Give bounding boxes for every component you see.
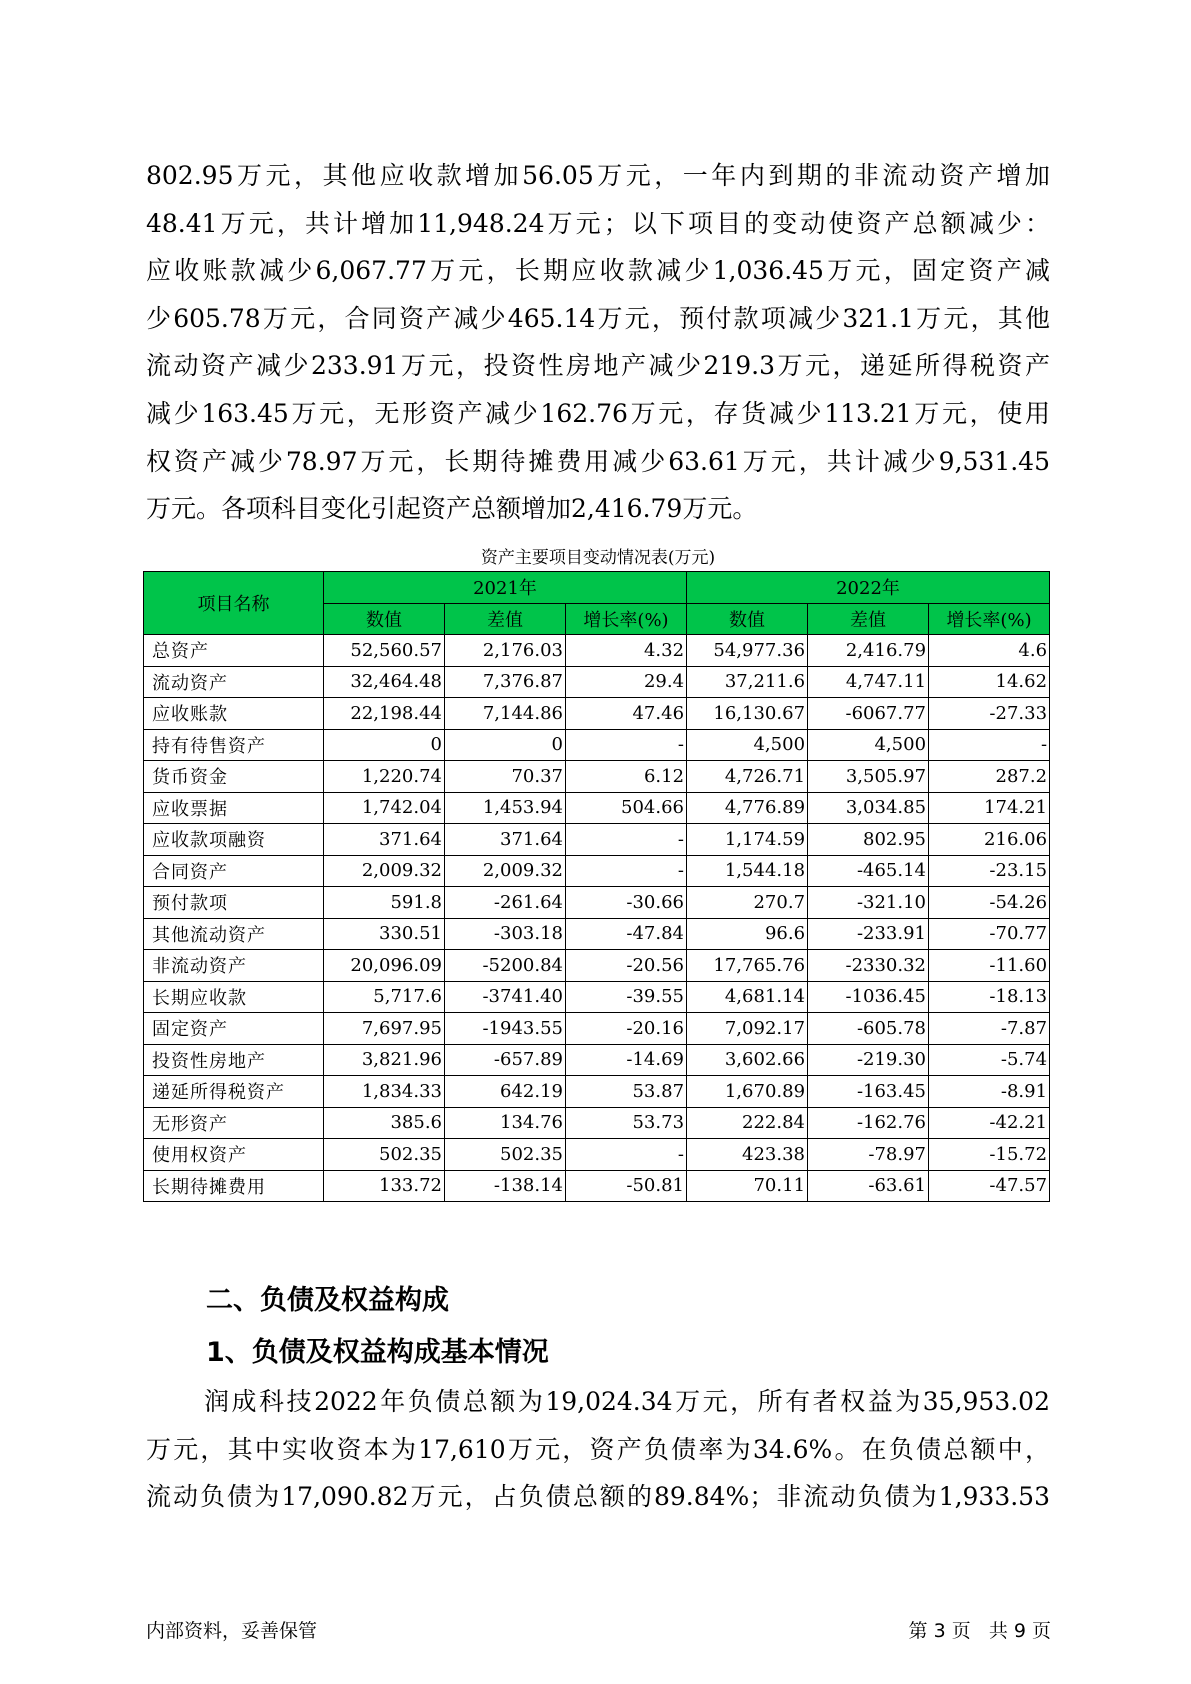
row-value-cell: -15.72 — [929, 1139, 1050, 1171]
row-item-name: 递延所得税资产 — [144, 1076, 324, 1108]
row-value-cell: 3,821.96 — [324, 1044, 445, 1076]
row-item-name: 合同资产 — [144, 855, 324, 887]
row-value-cell: 3,602.66 — [687, 1044, 808, 1076]
row-value-cell: - — [566, 729, 687, 761]
row-value-cell: -138.14 — [445, 1170, 566, 1202]
row-item-name: 预付款项 — [144, 887, 324, 919]
table-row — [144, 887, 1050, 919]
header-growth: 增长率(%) — [929, 603, 1050, 635]
row-value-cell: 4,726.71 — [687, 761, 808, 793]
row-value-cell: 7,144.86 — [445, 698, 566, 730]
row-value-cell: -70.77 — [929, 918, 1050, 950]
table-row — [144, 950, 1050, 982]
row-value-cell: -8.91 — [929, 1076, 1050, 1108]
row-value-cell: 270.7 — [687, 887, 808, 919]
row-value-cell: 14.62 — [929, 666, 1050, 698]
row-value-cell: -50.81 — [566, 1170, 687, 1202]
header-year-2022: 2022年 — [687, 572, 1050, 604]
footer-page-number: 第 3 页 共 9 页 — [908, 1620, 1051, 1642]
row-item-name: 总资产 — [144, 635, 324, 667]
header-item-name: 项目名称 — [144, 572, 324, 635]
header-value: 数值 — [324, 603, 445, 635]
table-row — [144, 1107, 1050, 1139]
row-value-cell: -20.56 — [566, 950, 687, 982]
row-value-cell: 4,500 — [687, 729, 808, 761]
row-value-cell: -47.57 — [929, 1170, 1050, 1202]
row-value-cell: 0 — [324, 729, 445, 761]
row-value-cell: -2330.32 — [808, 950, 929, 982]
row-value-cell: 53.73 — [566, 1107, 687, 1139]
row-item-name: 流动资产 — [144, 666, 324, 698]
row-value-cell: -163.45 — [808, 1076, 929, 1108]
table-row — [144, 761, 1050, 793]
row-value-cell: 4,681.14 — [687, 981, 808, 1013]
row-value-cell: 29.4 — [566, 666, 687, 698]
row-value-cell: 70.37 — [445, 761, 566, 793]
row-value-cell: 134.76 — [445, 1107, 566, 1139]
row-value-cell: 502.35 — [324, 1139, 445, 1171]
row-value-cell: 20,096.09 — [324, 950, 445, 982]
row-value-cell: 502.35 — [445, 1139, 566, 1171]
row-value-cell: 4.32 — [566, 635, 687, 667]
row-value-cell: 5,717.6 — [324, 981, 445, 1013]
table-row — [144, 824, 1050, 856]
row-item-name: 无形资产 — [144, 1107, 324, 1139]
row-item-name: 持有待售资产 — [144, 729, 324, 761]
row-value-cell: -54.26 — [929, 887, 1050, 919]
table-row — [144, 1139, 1050, 1171]
row-value-cell: 1,453.94 — [445, 792, 566, 824]
row-value-cell: 0 — [445, 729, 566, 761]
paragraph-line: 48.41万元，共计增加11,948.24万元；以下项目的变动使资产总额减少： — [146, 208, 1050, 238]
row-value-cell: 4,500 — [808, 729, 929, 761]
row-value-cell: - — [566, 824, 687, 856]
row-value-cell: 7,697.95 — [324, 1013, 445, 1045]
row-value-cell: -657.89 — [445, 1044, 566, 1076]
row-value-cell: -321.10 — [808, 887, 929, 919]
row-value-cell: 32,464.48 — [324, 666, 445, 698]
paragraph-line: 流动负债为17,090.82万元，占负债总额的89.84%；非流动负债为1,933.53 — [146, 1482, 1050, 1512]
header-diff: 差值 — [808, 603, 929, 635]
row-value-cell: 2,009.32 — [324, 855, 445, 887]
row-item-name: 非流动资产 — [144, 950, 324, 982]
row-value-cell: 1,220.74 — [324, 761, 445, 793]
row-item-name: 长期应收款 — [144, 981, 324, 1013]
table-header — [144, 572, 1050, 635]
row-value-cell: 22,198.44 — [324, 698, 445, 730]
row-value-cell: -3741.40 — [445, 981, 566, 1013]
asset-change-table — [143, 571, 1050, 1202]
row-value-cell: -63.61 — [808, 1170, 929, 1202]
row-value-cell: 7,376.87 — [445, 666, 566, 698]
header-growth: 增长率(%) — [566, 603, 687, 635]
row-item-name: 应收票据 — [144, 792, 324, 824]
row-value-cell: 3,034.85 — [808, 792, 929, 824]
row-value-cell: 17,765.76 — [687, 950, 808, 982]
row-item-name: 投资性房地产 — [144, 1044, 324, 1076]
row-value-cell: 52,560.57 — [324, 635, 445, 667]
row-value-cell: 174.21 — [929, 792, 1050, 824]
row-value-cell: -39.55 — [566, 981, 687, 1013]
row-value-cell: -78.97 — [808, 1139, 929, 1171]
table-row — [144, 1013, 1050, 1045]
row-value-cell: -465.14 — [808, 855, 929, 887]
table-row — [144, 1076, 1050, 1108]
row-item-name: 应收账款 — [144, 698, 324, 730]
row-value-cell: -30.66 — [566, 887, 687, 919]
row-value-cell: 16,130.67 — [687, 698, 808, 730]
row-value-cell: 37,211.6 — [687, 666, 808, 698]
row-value-cell: 1,174.59 — [687, 824, 808, 856]
header-year-2021: 2021年 — [324, 572, 687, 604]
paragraph-line: 万元。各项科目变化引起资产总额增加2,416.79万元。 — [146, 494, 758, 524]
row-value-cell: -6067.77 — [808, 698, 929, 730]
row-value-cell: 4.6 — [929, 635, 1050, 667]
row-value-cell: -162.76 — [808, 1107, 929, 1139]
row-value-cell: -11.60 — [929, 950, 1050, 982]
row-value-cell: -219.30 — [808, 1044, 929, 1076]
table-row — [144, 981, 1050, 1013]
row-value-cell: 133.72 — [324, 1170, 445, 1202]
body-paragraph-assets — [146, 152, 1050, 533]
table-row — [144, 1044, 1050, 1076]
row-value-cell: - — [566, 1139, 687, 1171]
row-value-cell: - — [929, 729, 1050, 761]
row-value-cell: 54,977.36 — [687, 635, 808, 667]
paragraph-line: 少605.78万元，合同资产减少465.14万元，预付款项减少321.1万元，其他 — [146, 303, 1050, 333]
table-row — [144, 698, 1050, 730]
row-value-cell: 1,834.33 — [324, 1076, 445, 1108]
row-item-name: 应收款项融资 — [144, 824, 324, 856]
row-value-cell: 1,670.89 — [687, 1076, 808, 1108]
row-value-cell: 4,747.11 — [808, 666, 929, 698]
body-paragraph-liabilities — [146, 1378, 1050, 1521]
row-value-cell: 6.12 — [566, 761, 687, 793]
row-value-cell: -14.69 — [566, 1044, 687, 1076]
paragraph-line: 减少163.45万元，无形资产减少162.76万元，存货减少113.21万元，使用 — [146, 398, 1050, 428]
row-value-cell: 330.51 — [324, 918, 445, 950]
table-body — [144, 635, 1050, 1202]
table-row — [144, 729, 1050, 761]
header-diff: 差值 — [445, 603, 566, 635]
row-value-cell: -1036.45 — [808, 981, 929, 1013]
row-value-cell: 1,742.04 — [324, 792, 445, 824]
row-value-cell: -233.91 — [808, 918, 929, 950]
row-value-cell: 1,544.18 — [687, 855, 808, 887]
row-value-cell: 591.8 — [324, 887, 445, 919]
row-value-cell: -605.78 — [808, 1013, 929, 1045]
paragraph-line: 润成科技2022年负债总额为19,024.34万元，所有者权益为35,953.02 — [204, 1387, 1050, 1416]
row-value-cell: 216.06 — [929, 824, 1050, 856]
row-value-cell: 53.87 — [566, 1076, 687, 1108]
header-value: 数值 — [687, 603, 808, 635]
table-row — [144, 792, 1050, 824]
row-value-cell: 642.19 — [445, 1076, 566, 1108]
table-row — [144, 855, 1050, 887]
row-value-cell: 7,092.17 — [687, 1013, 808, 1045]
row-value-cell: 2,009.32 — [445, 855, 566, 887]
row-value-cell: -23.15 — [929, 855, 1050, 887]
footer-confidential-note: 内部资料，妥善保管 — [146, 1620, 318, 1642]
row-value-cell: -5200.84 — [445, 950, 566, 982]
table-row — [144, 1170, 1050, 1202]
row-value-cell: -20.16 — [566, 1013, 687, 1045]
paragraph-line: 流动资产减少233.91万元，投资性房地产减少219.3万元，递延所得税资产 — [146, 351, 1050, 381]
paragraph-line: 权资产减少78.97万元，长期待摊费用减少63.61万元，共计减少9,531.45 — [146, 446, 1050, 476]
row-value-cell: 371.64 — [445, 824, 566, 856]
row-item-name: 使用权资产 — [144, 1139, 324, 1171]
row-value-cell: 385.6 — [324, 1107, 445, 1139]
row-value-cell: 371.64 — [324, 824, 445, 856]
table-row — [144, 918, 1050, 950]
row-value-cell: -47.84 — [566, 918, 687, 950]
row-value-cell: 2,176.03 — [445, 635, 566, 667]
row-value-cell: -1943.55 — [445, 1013, 566, 1045]
table-caption: 资产主要项目变动情况表(万元) — [480, 548, 716, 568]
paragraph-line: 802.95万元，其他应收款增加56.05万元，一年内到期的非流动资产增加 — [146, 161, 1050, 190]
row-value-cell: 222.84 — [687, 1107, 808, 1139]
row-value-cell: 802.95 — [808, 824, 929, 856]
subsection-heading: 1、负债及权益构成基本情况 — [206, 1337, 549, 1368]
row-item-name: 长期待摊费用 — [144, 1170, 324, 1202]
row-value-cell: - — [566, 855, 687, 887]
paragraph-line: 万元，其中实收资本为17,610万元，资产负债率为34.6%。在负债总额中， — [146, 1434, 1050, 1464]
row-value-cell: -42.21 — [929, 1107, 1050, 1139]
row-value-cell: 47.46 — [566, 698, 687, 730]
row-value-cell: 3,505.97 — [808, 761, 929, 793]
table-row — [144, 666, 1050, 698]
section-heading: 二、负债及权益构成 — [206, 1285, 449, 1316]
row-value-cell: -5.74 — [929, 1044, 1050, 1076]
row-value-cell: 423.38 — [687, 1139, 808, 1171]
row-value-cell: -7.87 — [929, 1013, 1050, 1045]
row-value-cell: 287.2 — [929, 761, 1050, 793]
row-value-cell: 2,416.79 — [808, 635, 929, 667]
row-item-name: 固定资产 — [144, 1013, 324, 1045]
table-row — [144, 635, 1050, 667]
row-value-cell: -18.13 — [929, 981, 1050, 1013]
row-value-cell: 4,776.89 — [687, 792, 808, 824]
row-value-cell: -303.18 — [445, 918, 566, 950]
row-item-name: 其他流动资产 — [144, 918, 324, 950]
paragraph-line: 应收账款减少6,067.77万元，长期应收款减少1,036.45万元，固定资产减 — [146, 256, 1050, 286]
row-value-cell: 70.11 — [687, 1170, 808, 1202]
row-item-name: 货币资金 — [144, 761, 324, 793]
row-value-cell: -27.33 — [929, 698, 1050, 730]
row-value-cell: 504.66 — [566, 792, 687, 824]
row-value-cell: 96.6 — [687, 918, 808, 950]
row-value-cell: -261.64 — [445, 887, 566, 919]
